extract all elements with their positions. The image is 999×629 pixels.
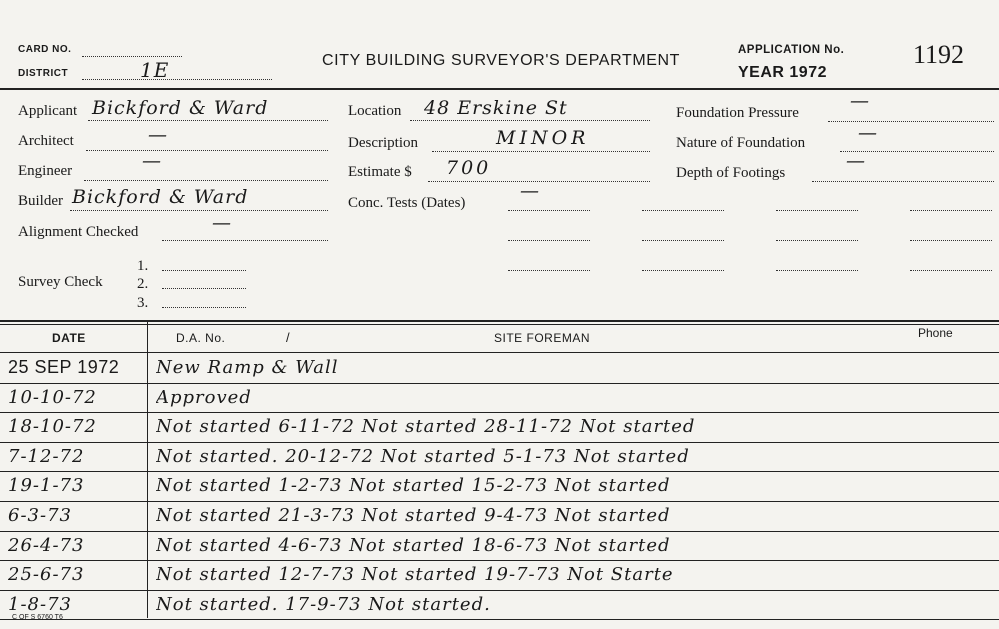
log-row-divider: [0, 619, 999, 620]
survey-check-label: Survey Check: [18, 274, 103, 290]
description-value: MINOR: [496, 127, 590, 149]
engineer-value: —: [142, 150, 162, 172]
description-label: Description: [348, 135, 418, 151]
form-code: C OF S 6760 T6: [12, 614, 63, 621]
log-row-date: 25 SEP 1972: [8, 357, 120, 377]
survey-item-1: 1.: [137, 258, 149, 274]
log-row-date: 1-8-73: [8, 593, 72, 615]
survey-item-2: 2.: [137, 276, 149, 292]
log-row-entry: Not started. 20-12-72 Not started 5-1-73 Not started: [156, 445, 690, 467]
log-row-divider: [0, 560, 999, 561]
log-row-entry: Not started 4-6-73 Not started 18-6-73 Not started: [156, 534, 671, 556]
conc-tests-label: Conc. Tests (Dates): [348, 195, 466, 211]
foundation-pressure-label: Foundation Pressure: [676, 105, 799, 121]
da-slash: /: [286, 330, 290, 345]
log-row-divider: [0, 442, 999, 443]
location-label: Location: [348, 103, 402, 119]
log-row-date: 25-6-73: [8, 564, 85, 586]
district-label: DISTRICT: [18, 68, 69, 79]
department-title: CITY BUILDING SURVEYOR'S DEPARTMENT: [322, 52, 681, 69]
builder-label: Builder: [18, 193, 63, 209]
log-row-entry: Not started. 17-9-73 Not started.: [156, 593, 491, 615]
log-row-divider: [0, 412, 999, 413]
builder-value: Bickford & Ward: [72, 186, 249, 208]
nature-foundation-label: Nature of Foundation: [676, 135, 806, 151]
year-label: YEAR 1972: [738, 64, 827, 81]
nature-foundation-value: —: [858, 122, 878, 144]
log-row-entry: Not started 1-2-73 Not started 15-2-73 Not started: [156, 475, 671, 497]
log-row-entry: Not started 21-3-73 Not started 9-4-73 Not started: [156, 505, 671, 526]
date-header: DATE: [52, 331, 86, 345]
depth-footings-value: —: [846, 150, 866, 172]
district-value: 1E: [140, 58, 170, 82]
log-row-divider: [0, 471, 999, 472]
applicant-label: Applicant: [18, 103, 78, 119]
application-no-value: 1192: [913, 40, 965, 69]
engineer-label: Engineer: [18, 163, 73, 179]
log-row-date: 7-12-72: [8, 445, 85, 467]
architect-label: Architect: [18, 133, 74, 149]
foundation-pressure-value: —: [850, 90, 870, 112]
log-row-entry: Not started 12-7-73 Not started 19-7-73 Not Starte: [156, 564, 674, 586]
applicant-value: Bickford & Ward: [92, 97, 269, 119]
estimate-label: Estimate $: [348, 164, 412, 180]
alignment-label: Alignment Checked: [18, 224, 139, 240]
architect-value: —: [148, 124, 168, 146]
conc-tests-value: —: [520, 180, 540, 202]
da-header: D.A. No.: [176, 331, 226, 345]
log-row-date: 19-1-73: [8, 475, 85, 497]
log-row-entry: Not started 6-11-72 Not started 28-11-72 Not started: [156, 416, 696, 438]
log-row-divider: [0, 531, 999, 532]
survey-item-3: 3.: [137, 295, 149, 311]
log-row-date: 18-10-72: [8, 416, 97, 438]
log-row-date: 6-3-73: [8, 505, 72, 526]
log-row-divider: [0, 501, 999, 502]
log-top-rule: [0, 320, 999, 322]
alignment-value: —: [212, 212, 232, 234]
card-no-label: CARD NO.: [18, 44, 72, 55]
log-row-entry: New Ramp & Wall: [156, 357, 339, 378]
date-column-divider: [147, 322, 148, 618]
phone-header: Phone: [918, 326, 953, 340]
location-value: 48 Erskine St: [424, 97, 568, 119]
foreman-header: SITE FOREMAN: [494, 331, 591, 345]
log-row-date: 10-10-72: [8, 386, 97, 408]
log-row-divider: [0, 383, 999, 384]
depth-footings-label: Depth of Footings: [676, 165, 786, 181]
log-row-entry: Approved: [156, 386, 252, 408]
estimate-value: 700: [446, 157, 492, 179]
application-no-label: APPLICATION No.: [738, 44, 845, 56]
log-row-divider: [0, 590, 999, 591]
log-row-date: 26-4-73: [8, 534, 85, 556]
